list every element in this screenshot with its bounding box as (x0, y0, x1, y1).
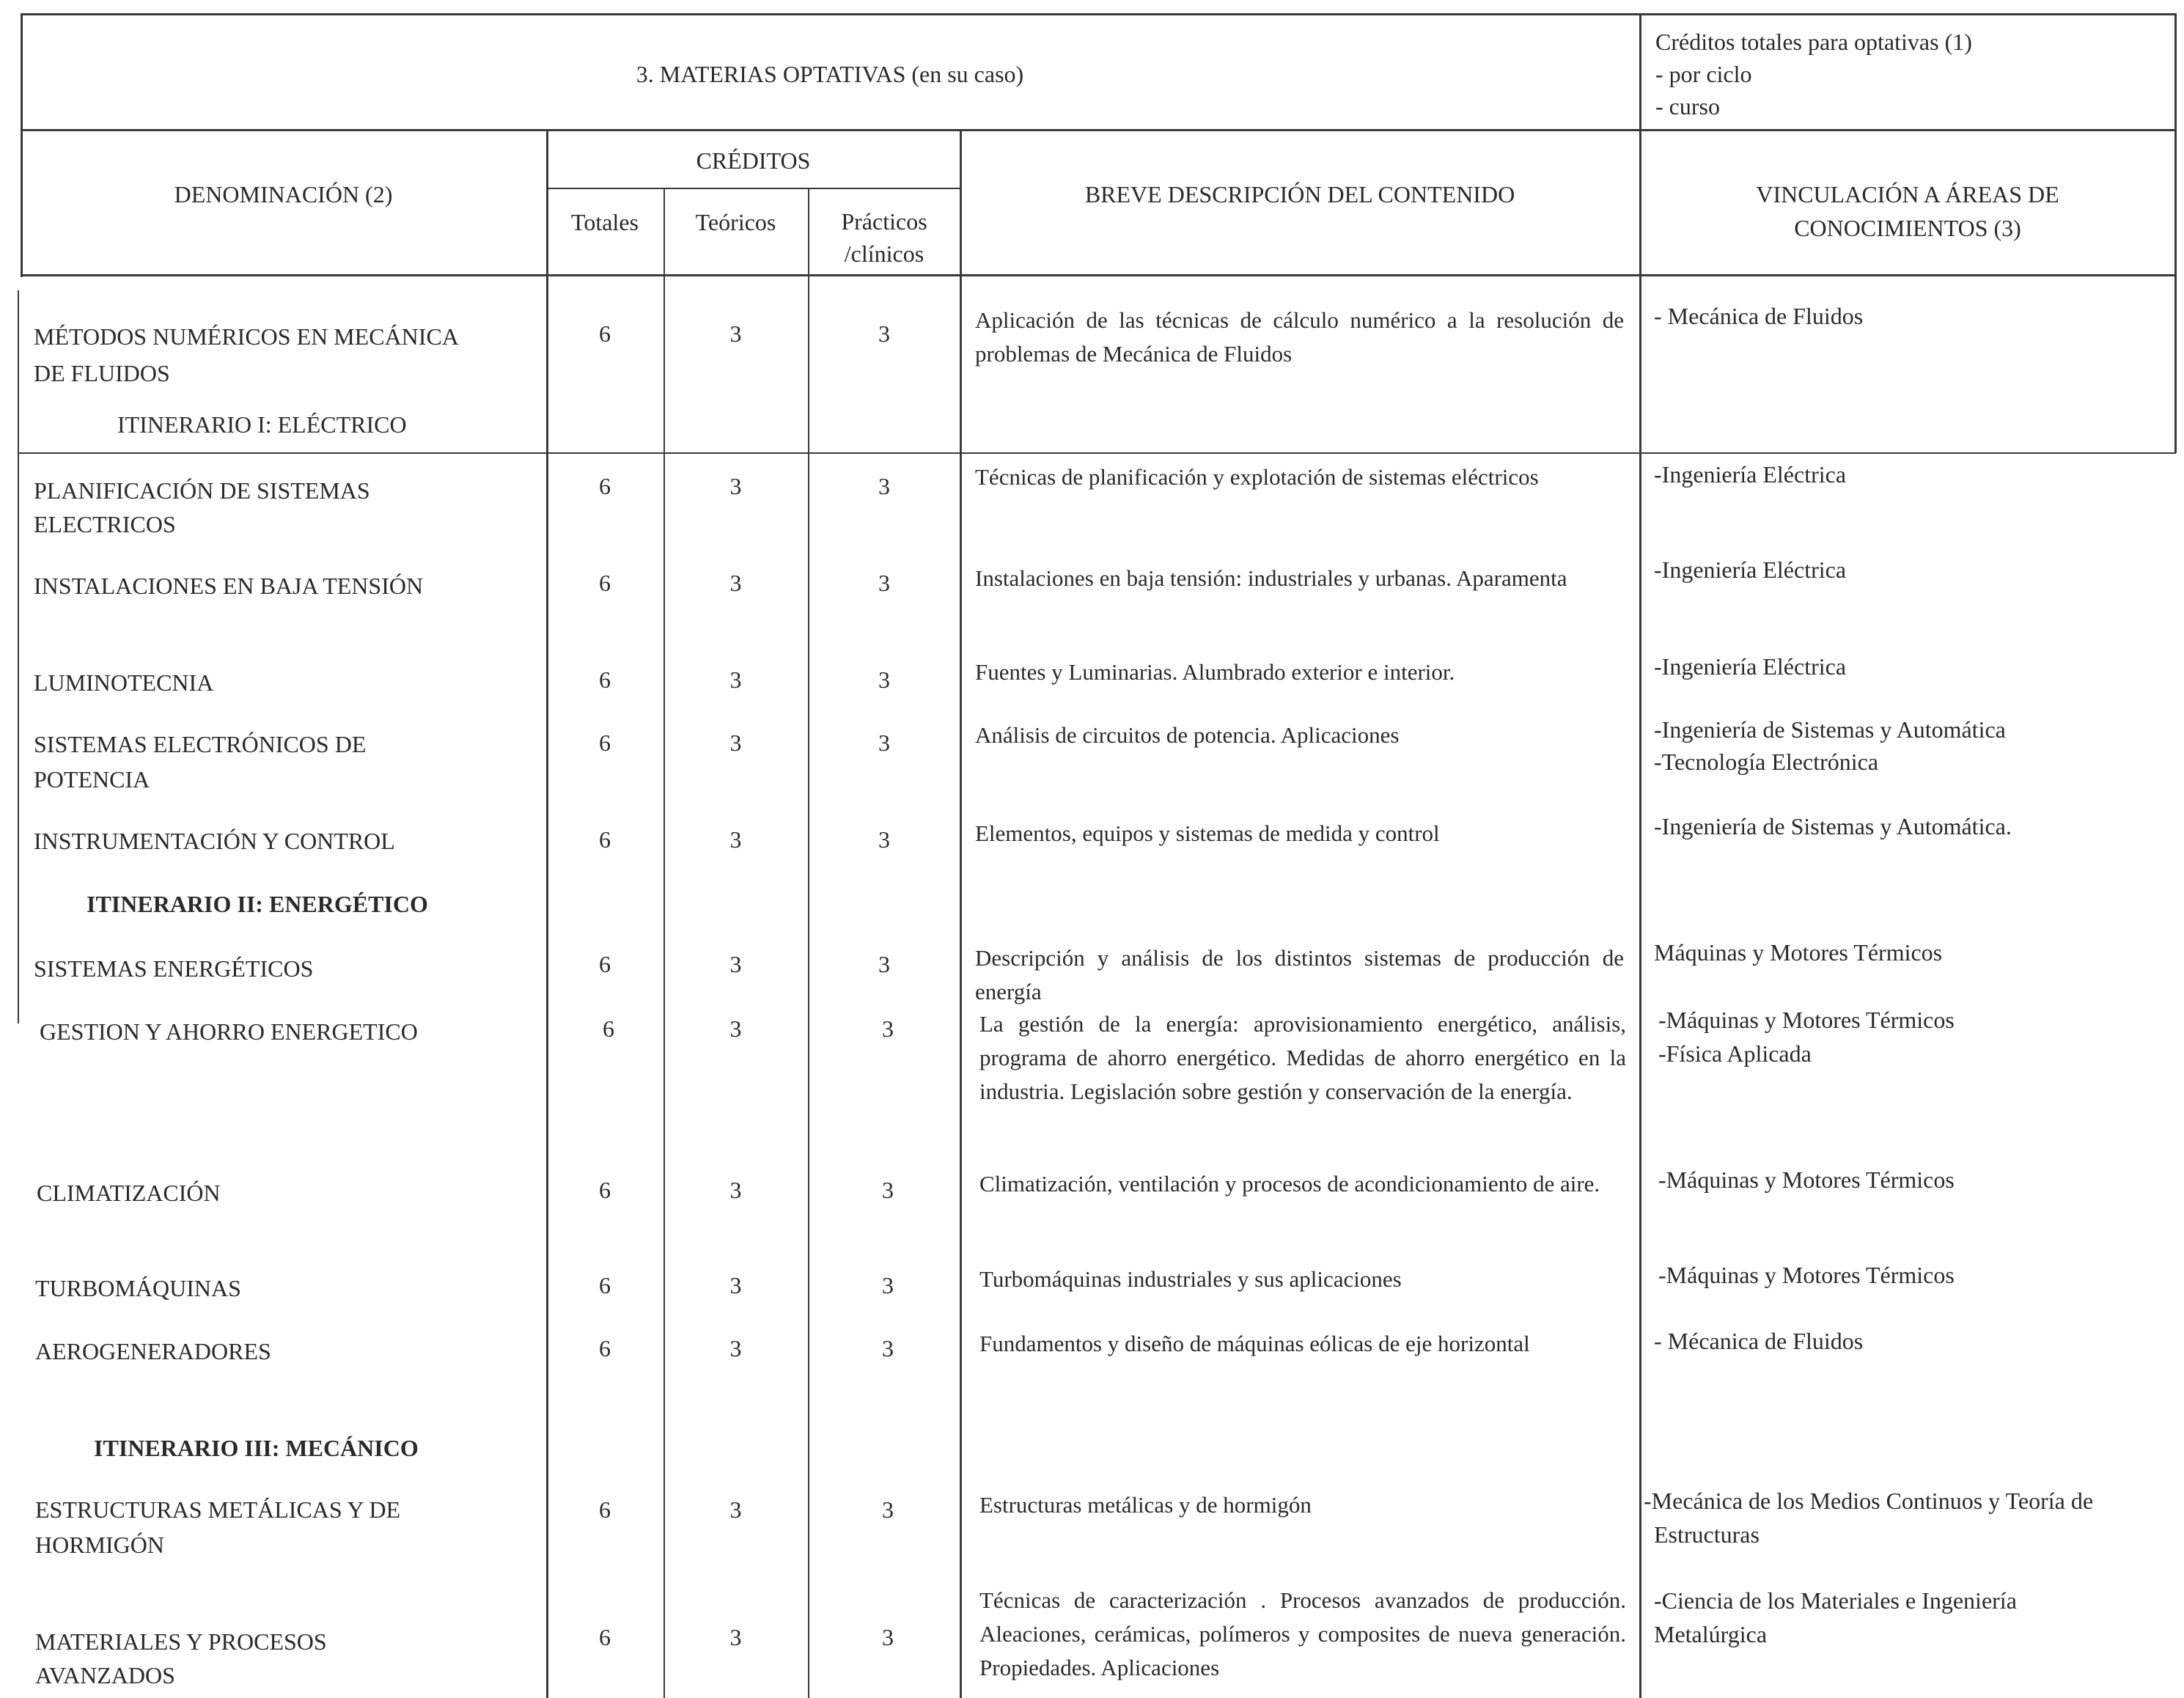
credits-totales: 6 (599, 473, 611, 499)
credits-practicos: 3 (882, 1272, 894, 1298)
credits-teoricos: 3 (729, 729, 742, 756)
subject-description: Análisis de circuitos de potencia. Aplicaciones (975, 722, 1400, 748)
knowledge-area: -Física Aplicada (1658, 1040, 1812, 1067)
col-header-descripcion: BREVE DESCRIPCIÓN DEL CONTENIDO (1084, 181, 1515, 207)
knowledge-area: -Ingeniería Eléctrica (1654, 556, 1847, 583)
subject-description: Instalaciones en baja tensión: industriales y urbanas. Aparamenta (975, 565, 1567, 591)
credits-note-line: Créditos totales para optativas (1) (1655, 29, 1972, 55)
credits-practicos: 3 (878, 951, 890, 977)
col-header-vinculacion-line: VINCULACIÓN A ÁREAS DE (1756, 181, 2059, 207)
credits-practicos: 3 (878, 826, 890, 853)
credits-teoricos: 3 (729, 473, 742, 499)
credits-practicos: 3 (878, 666, 890, 693)
col-header-teoricos: Teóricos (695, 209, 776, 235)
subject-name: DE FLUIDOS (34, 360, 170, 386)
credits-totales: 6 (599, 570, 611, 596)
col-header-denominacion: DENOMINACIÓN (2) (174, 181, 393, 207)
credits-totales: 6 (599, 1272, 611, 1298)
subject-description: Técnicas de planificación y explotación de sistemas eléctricos (975, 464, 1539, 490)
col-header-totales: Totales (571, 209, 639, 235)
knowledge-area: -Ingeniería de Sistemas y Automática. (1654, 813, 2012, 839)
subject-name: HORMIGÓN (35, 1532, 164, 1558)
subject-name: ESTRUCTURAS METÁLICAS Y DE (35, 1496, 401, 1523)
col-header-vinculacion-line: CONOCIMIENTOS (3) (1794, 215, 2021, 241)
subject-description: Estructuras metálicas y de hormigón (979, 1492, 1312, 1518)
subject-name: INSTALACIONES EN BAJA TENSIÓN (34, 573, 424, 599)
col-header-creditos: CRÉDITOS (696, 147, 811, 174)
col-header-practicos (808, 205, 960, 270)
col-header-practicos-line: /clínicos (844, 240, 924, 267)
subject-name: AEROGENERADORES (35, 1338, 271, 1364)
credits-teoricos: 3 (729, 1335, 742, 1361)
credits-totales: 6 (599, 1496, 611, 1523)
credits-practicos: 3 (878, 729, 890, 756)
subject-description: Descripción y análisis de los distintos sistemas de producción de energía (975, 945, 1624, 1004)
credits-totales: 6 (599, 1335, 611, 1361)
knowledge-area: Máquinas y Motores Térmicos (1654, 939, 1943, 966)
credits-teoricos: 3 (729, 951, 742, 977)
credits-totales: 6 (603, 1015, 614, 1042)
itinerario-heading: ITINERARIO III: MECÁNICO (94, 1435, 419, 1461)
subject-description: La gestión de la energía: aprovisionamiento energético, análisis, programa de ahorro energético. Medidas de ahorro energético en la industria. Legislación sobre gestión y conservación de la energía. (979, 1011, 1626, 1104)
col-header-vinculacion (1641, 177, 2174, 245)
subject-description: Fundamentos y diseño de máquinas eólicas de eje horizontal (979, 1331, 1530, 1356)
knowledge-area: -Máquinas y Motores Térmicos (1658, 1262, 1955, 1288)
knowledge-area: - Mecánica de Fluidos (1654, 303, 1864, 329)
subject-name: GESTION Y AHORRO ENERGETICO (40, 1018, 418, 1045)
subject-name: TURBOMÁQUINAS (35, 1275, 241, 1301)
credits-totales: 6 (599, 320, 611, 347)
itinerario-heading: ITINERARIO II: ENERGÉTICO (87, 891, 428, 917)
subject-description: Turbomáquinas industriales y sus aplicaciones (979, 1266, 1402, 1292)
credits-totales: 6 (599, 1177, 611, 1203)
subject-name: CLIMATIZACIÓN (37, 1180, 221, 1206)
subject-name: POTENCIA (34, 766, 150, 793)
subject-description: Elementos, equipos y sistemas de medida y control (975, 820, 1440, 846)
subject-name: SISTEMAS ELECTRÓNICOS DE (34, 731, 367, 757)
knowledge-area: -Máquinas y Motores Térmicos (1658, 1007, 1955, 1033)
subject-name: PLANIFICACIÓN DE SISTEMAS (34, 477, 370, 504)
credits-practicos: 3 (878, 570, 890, 596)
credits-teoricos: 3 (729, 1177, 742, 1203)
credits-note-line: - curso (1655, 93, 1720, 120)
subject-name: LUMINOTECNIA (34, 669, 214, 696)
credits-totales: 6 (599, 1624, 611, 1650)
section-title: 3. MATERIAS OPTATIVAS (en su caso) (636, 61, 1024, 87)
itinerario-heading: ITINERARIO I: ELÉCTRICO (117, 411, 407, 438)
credits-practicos: 3 (882, 1624, 894, 1650)
subject-name: MÉTODOS NUMÉRICOS EN MECÁNICA (34, 323, 459, 350)
credits-practicos: 3 (882, 1496, 894, 1523)
knowledge-area: -Ingeniería Eléctrica (1654, 653, 1847, 680)
knowledge-area: -Mecánica de los Medios Continuos y Teoría de (1644, 1488, 2094, 1514)
credits-practicos: 3 (878, 473, 890, 499)
credits-totales: 6 (599, 666, 611, 693)
knowledge-area: -Ciencia de los Materiales e Ingeniería (1654, 1587, 2017, 1614)
subject-description: Técnicas de caracterización . Procesos avanzados de producción. Aleaciones, cerámicas, polímeros y composites de nueva generación. Propiedades. Aplicaciones (979, 1587, 1626, 1680)
knowledge-area: -Tecnología Electrónica (1654, 749, 1879, 775)
credits-totales: 6 (599, 826, 611, 853)
subject-name: ELECTRICOS (34, 511, 176, 537)
credits-teoricos: 3 (729, 1272, 742, 1298)
credits-teoricos: 3 (729, 666, 742, 693)
subject-description: Fuentes y Luminarias. Alumbrado exterior e interior. (975, 659, 1455, 685)
subject-name: MATERIALES Y PROCESOS (35, 1628, 327, 1655)
subject-name: SISTEMAS ENERGÉTICOS (34, 955, 314, 982)
credits-teoricos: 3 (729, 1624, 742, 1650)
credits-totales: 6 (599, 951, 611, 977)
knowledge-area: -Ingeniería Eléctrica (1654, 461, 1847, 488)
credits-practicos: 3 (882, 1177, 894, 1203)
subject-name: INSTRUMENTACIÓN Y CONTROL (34, 828, 395, 854)
col-header-practicos-line: Prácticos (841, 208, 927, 235)
knowledge-area: - Mécanica de Fluidos (1654, 1328, 1864, 1354)
credits-teoricos: 3 (729, 320, 742, 347)
knowledge-area: -Ingeniería de Sistemas y Automática (1654, 716, 2006, 743)
subject-description: Aplicación de las técnicas de cálculo numérico a la resolución de problemas de Mecánica de Fluidos (975, 307, 1624, 367)
credits-teoricos: 3 (729, 1496, 742, 1523)
knowledge-area: -Máquinas y Motores Térmicos (1658, 1166, 1955, 1193)
credits-totales: 6 (599, 729, 611, 756)
credits-teoricos: 3 (729, 1015, 742, 1042)
credits-teoricos: 3 (729, 826, 742, 853)
credits-teoricos: 3 (729, 570, 742, 596)
credits-practicos: 3 (882, 1335, 894, 1361)
credits-practicos: 3 (882, 1015, 894, 1042)
knowledge-area: Estructuras (1654, 1521, 1760, 1548)
knowledge-area: Metalúrgica (1654, 1621, 1768, 1647)
subject-name: AVANZADOS (35, 1662, 175, 1688)
credits-practicos: 3 (878, 320, 890, 347)
credits-note-line: - por ciclo (1655, 61, 1752, 87)
subject-description: Climatización, ventilación y procesos de acondicionamiento de aire. (979, 1171, 1600, 1197)
